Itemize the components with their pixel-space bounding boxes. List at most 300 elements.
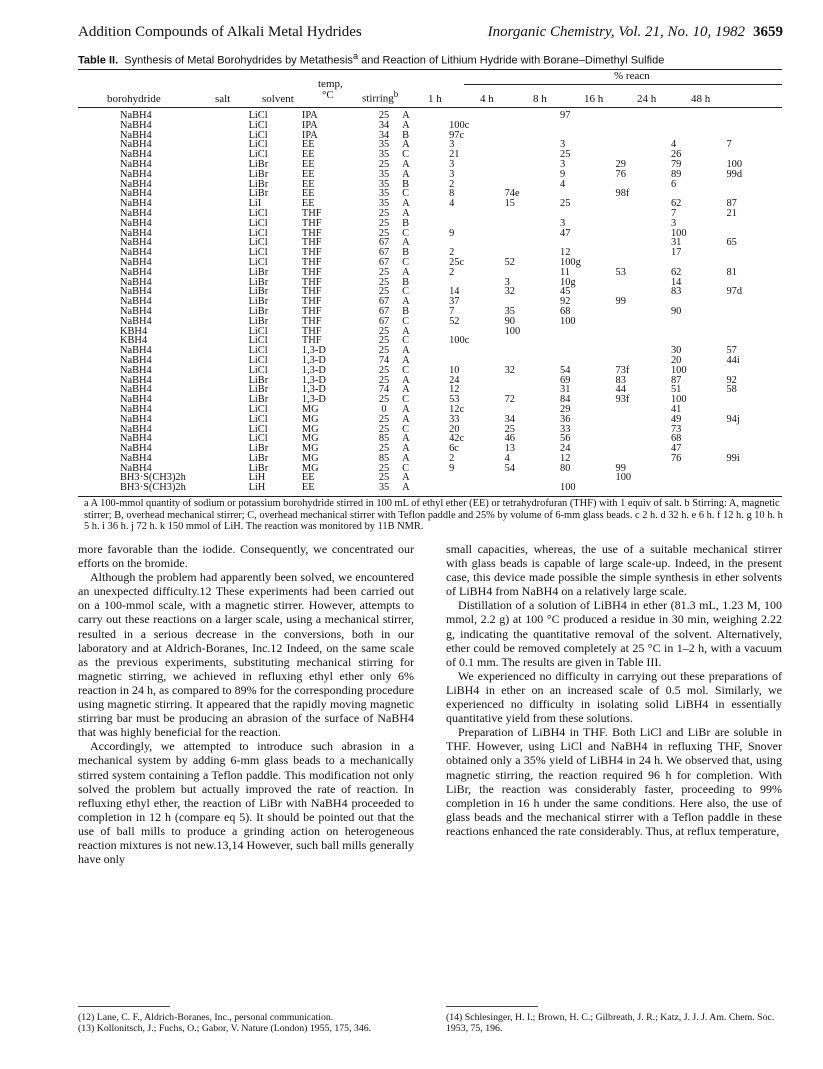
table-cell: THF [301, 296, 322, 308]
table-cell: THF [301, 315, 322, 327]
table-cell [616, 209, 671, 219]
table-cell: C [402, 149, 410, 161]
table-cell: 100c [449, 119, 470, 131]
table-cell: LiCl [248, 433, 268, 445]
table-cell: 25 [504, 423, 515, 435]
table-cell [616, 425, 671, 435]
table-cell: 25 [378, 472, 390, 484]
table-cell: A [402, 110, 410, 121]
table-cell: 34 [378, 119, 390, 131]
table-cell: NaBH4 [120, 413, 152, 425]
table-cell: 35 [378, 198, 390, 210]
table-cell: A [402, 482, 410, 494]
table-cell [505, 111, 560, 121]
table-cell: 7 [670, 207, 677, 219]
table-cell: NaBH4 [120, 256, 152, 268]
col-borohydride: borohydride [107, 93, 161, 105]
table-cell: 1,3-D [301, 364, 326, 376]
table-cell: LiCl [248, 129, 268, 141]
table-cell: 17 [670, 247, 682, 259]
table-cell: 67 [378, 305, 390, 317]
table-row [80, 180, 782, 190]
table-cell [726, 483, 782, 493]
table-cell [616, 405, 671, 415]
table-cell: C [402, 256, 410, 268]
table-cell: EE [301, 158, 315, 170]
table-cell: 47 [560, 227, 571, 239]
table-cell: A [402, 472, 410, 484]
group-header-rule [464, 84, 782, 85]
table-cell [616, 444, 671, 454]
table-cell [726, 434, 782, 444]
table-cell: C [402, 462, 410, 474]
table-cell: 85 [378, 452, 390, 464]
table-cell [616, 199, 671, 209]
table-cell: 0 [381, 403, 387, 415]
table-cell: 72 [504, 394, 515, 406]
table-cell: A [402, 266, 410, 278]
table-cell: 87 [670, 374, 682, 386]
table-cell [505, 219, 560, 229]
table-cell: 20 [670, 354, 682, 366]
table-cell: 9 [560, 168, 566, 180]
table-cell: A [402, 139, 410, 151]
table-row [80, 209, 782, 219]
table-cell: 12 [560, 452, 571, 464]
table-cell: LiCl [248, 227, 268, 239]
footnotes-right [446, 1012, 782, 1034]
table-cell: LiCl [248, 149, 268, 161]
table-cell: NaBH4 [120, 266, 152, 278]
table-cell: NaBH4 [120, 364, 152, 376]
table-cell: THF [301, 247, 322, 259]
table-cell: 93f [615, 394, 630, 406]
table-cell: EE [301, 139, 315, 151]
table-cell: THF [301, 335, 322, 347]
journal-citation: Inorganic Chemistry, Vol. 21, No. 10, 1982 [487, 24, 745, 40]
table-cell: LiBr [248, 384, 269, 396]
table-cell [505, 268, 560, 278]
table-cell: 87 [726, 198, 737, 210]
table-cell: 56 [560, 433, 571, 445]
table-cell: 4 [504, 452, 510, 464]
table-cell: 7 [726, 139, 732, 151]
table-cell: LiCl [248, 413, 268, 425]
table-cell [505, 160, 560, 170]
table-cell: 99 [615, 462, 626, 474]
table-cell: 33 [560, 423, 571, 435]
table-cell [726, 317, 782, 327]
table-cell: 90 [504, 315, 515, 327]
table-cell: NaBH4 [120, 443, 152, 455]
table-cell: 12 [560, 247, 571, 259]
table-cell: 74 [378, 354, 390, 366]
table-cell: 85 [378, 433, 390, 445]
table-cell: THF [301, 305, 322, 317]
table-cell [616, 111, 671, 121]
table-cell: 65 [726, 237, 737, 249]
table-top-rule [78, 69, 782, 70]
table-cell: NaBH4 [120, 315, 152, 327]
table-cell: 1,3-D [301, 374, 326, 386]
table-cell: LiCl [248, 139, 268, 151]
table-cell: MG [301, 403, 319, 415]
table-cell: A [402, 443, 410, 455]
table-row [80, 287, 782, 297]
table-cell [616, 219, 671, 229]
table-cell: 4 [670, 139, 677, 151]
table-cell: LiBr [248, 452, 269, 464]
table-cell [616, 317, 671, 327]
table-cell: NaBH4 [120, 276, 152, 288]
table-cell: B [402, 276, 410, 288]
table-cell: 67 [378, 256, 390, 268]
table-cell [449, 209, 504, 219]
table-cell: A [402, 207, 410, 219]
table-cell: C [402, 423, 410, 435]
table-cell: MG [301, 443, 319, 455]
table-cell: 25c [449, 256, 465, 268]
table-cell: NaBH4 [120, 237, 152, 249]
table-cell [726, 111, 782, 121]
table-cell: 73f [615, 364, 630, 376]
table-cell [505, 473, 560, 483]
table-cell: 52 [449, 315, 460, 327]
table-cell: 1,3-D [301, 345, 326, 357]
table-footnote: a A 100-mmol quantity of sodium or potassium borohydride stirred in 100 mL of ethyl ether (EE) or tetrahydrofuran (THF) with 1 equiv of salt. b Stirring: A, magnetic stirrer; B, overhead mechanical stirrer; C, overhead mechanical stirrer with Teflon paddle and 25% by volume of 6-mm glass beads. c 2 h. d 32 h. e 6 h. f 12 h. g 10 h. h 5 h. i 36 h. j 72 h. k 150 mmol of LiH. The reaction was monitored by 11B NMR. [84, 498, 783, 532]
table-cell: A [402, 158, 410, 170]
table-cell: 35 [378, 482, 390, 494]
table-cell: 25 [378, 325, 390, 337]
table-cell: 25 [378, 443, 390, 455]
table-cell: BH3·S(CH3)2h [120, 472, 186, 484]
table-cell: 35 [504, 305, 515, 317]
table-cell: 67 [378, 237, 390, 249]
table-cell: NaBH4 [120, 423, 152, 435]
table-cell [726, 425, 782, 435]
table-cell: 81 [726, 266, 737, 278]
table-cell [671, 473, 726, 483]
table-cell: 42c [449, 433, 465, 445]
table-cell [560, 131, 615, 141]
table-cell: LiCl [248, 247, 268, 259]
table-cell: 2 [449, 178, 455, 190]
table-cell: 74 [378, 384, 390, 396]
table-cell [616, 346, 671, 356]
table-cell: 92 [560, 296, 571, 308]
table-cell: 29 [615, 158, 626, 170]
table-cell: 25 [378, 276, 390, 288]
table-cell: BH3·S(CH3)2h [120, 482, 186, 494]
table-cell: 25 [560, 198, 571, 210]
table-cell: KBH4 [120, 325, 148, 337]
table-cell: LiBr [248, 158, 269, 170]
table-cell: B [402, 129, 410, 141]
table-cell: 3 [449, 158, 455, 170]
table-cell: 57 [726, 345, 737, 357]
table-cell: IPA [301, 110, 318, 121]
table-cell [505, 131, 560, 141]
table-row [80, 317, 782, 327]
table-cell: 1,3-D [301, 384, 326, 396]
table-cell: C [402, 227, 410, 239]
footnote-14: (14) Schlesinger, H. I.; Brown, H. C.; Gilbreath, J. R.; Katz, J. J. J. Am. Chem. Soc. 1953, 75, 196. [446, 1012, 775, 1034]
table-cell: A [402, 345, 410, 357]
table-cell: 6 [670, 178, 677, 190]
caption-sup: a [352, 51, 359, 61]
table-cell: 100 [670, 364, 687, 376]
table-cell: 54 [504, 462, 515, 474]
table-cell [616, 121, 671, 131]
table-cell: C [402, 364, 410, 376]
table-cell [505, 346, 560, 356]
table-cell: 7 [449, 305, 455, 317]
table-cell: B [402, 217, 410, 229]
table-cell: A [402, 119, 410, 131]
table-cell: 97 [560, 110, 571, 121]
table-cell: 3 [449, 139, 455, 151]
table-cell: NaBH4 [120, 168, 152, 180]
table-cell: 9 [449, 227, 455, 239]
table-cell: B [402, 305, 410, 317]
table-cell: 34 [504, 413, 515, 425]
table-cell: 13 [504, 443, 515, 455]
table-cell: B [402, 178, 410, 190]
table-cell: 100 [670, 394, 687, 406]
table-cell: NaBH4 [120, 374, 152, 386]
table-cell: 3 [560, 158, 566, 170]
table-cell [726, 131, 782, 141]
table-cell: A [402, 403, 410, 415]
paragraph: Preparation of LiBH4 in THF. Both LiCl and LiBr are soluble in THF. However, using LiCl and NaBH4 in refluxing THF, Snover obtained only a 35% yield of LiBH4 in 24 h. We observed that, using magnetic stirring, the reaction required 96 h for completion. With LiBr, the reaction was considerably faster, proceeding to 99% completion in 16 h under the same conditions. Here also, the use of glass beads and the mechanical stirrer with a Teflon paddle in these reactions enhanced the rate considerably. Thus, at reflux temperature, [446, 725, 782, 838]
table-cell: 36 [560, 413, 571, 425]
header-bottom-rule [78, 107, 782, 108]
table-cell: 25 [378, 413, 390, 425]
col-8h: 8 h [533, 93, 547, 105]
col-stirring-sup: b [393, 89, 399, 99]
table-cell: THF [301, 217, 322, 229]
table-cell: LiCl [248, 237, 268, 249]
table-cell: 35 [378, 188, 390, 200]
table-cell: LiBr [248, 462, 269, 474]
table-cell: LiH [248, 472, 266, 484]
table-cell: EE [301, 198, 315, 210]
table-cell [560, 121, 615, 131]
table-row [80, 307, 782, 317]
table-cell: NaBH4 [120, 286, 152, 298]
table-cell: 100c [449, 335, 470, 347]
table-cell: MG [301, 413, 319, 425]
footnote-13: (13) Kollonitsch, J.; Fuchs, O.; Gabor, V. Nature (London) 1955, 175, 346. [78, 1023, 372, 1034]
table-cell: 25 [378, 394, 390, 406]
table-cell: A [402, 374, 410, 386]
table-cell [726, 327, 782, 337]
table-cell: A [402, 384, 410, 396]
table-cell: 9 [449, 462, 455, 474]
table-cell: 25 [378, 462, 390, 474]
table-cell: EE [301, 482, 315, 494]
table-cell: 2 [449, 247, 455, 259]
table-cell: 67 [378, 296, 390, 308]
table-cell: A [402, 413, 410, 425]
table-cell: 52 [504, 256, 515, 268]
table-cell: 3 [560, 139, 566, 151]
col-24h: 24 h [637, 93, 657, 105]
table-cell: KBH4 [120, 335, 148, 347]
table-cell [505, 150, 560, 160]
table-cell: LiCl [248, 325, 268, 337]
table-cell [449, 346, 504, 356]
table-cell [505, 483, 560, 493]
table-cell: LiH [248, 482, 266, 494]
table-cell: THF [301, 276, 322, 288]
table-cell: 35 [378, 168, 390, 180]
table-cell [726, 307, 782, 317]
table-cell: 92 [726, 374, 737, 386]
table-cell: 53 [449, 394, 460, 406]
table-cell: EE [301, 149, 315, 161]
table-cell: LiBr [248, 443, 269, 455]
table-cell: NaBH4 [120, 149, 152, 161]
table-cell: 25 [378, 286, 390, 298]
table-cell: 62 [670, 266, 682, 278]
table-cell: 20 [449, 423, 460, 435]
table-row [80, 483, 782, 493]
table-cell: 89 [670, 168, 682, 180]
table-cell: C [402, 315, 410, 327]
table-cell [505, 170, 560, 180]
table-cell [726, 219, 782, 229]
table-cell: 32 [504, 286, 515, 298]
table-caption-rest: and Reaction of Lithium Hydride with Borane–Dimethyl Sulfide [358, 54, 665, 67]
table-cell: 74e [504, 188, 520, 200]
table-cell: A [402, 452, 410, 464]
table-cell [671, 483, 726, 493]
table-cell: A [402, 296, 410, 308]
table-cell [616, 229, 671, 239]
table-cell: 32 [504, 364, 515, 376]
table-cell: 100 [560, 315, 576, 327]
table-cell: MG [301, 433, 319, 445]
table-cell [449, 219, 504, 229]
table-cell: 3 [560, 217, 566, 229]
table-cell [671, 317, 726, 327]
table-row [80, 248, 782, 258]
table-row [80, 111, 782, 121]
table-cell: 100 [726, 158, 743, 170]
table-cell: 3 [670, 217, 677, 229]
table-cell: 46 [504, 433, 515, 445]
table-cell: NaBH4 [120, 305, 152, 317]
table-cell: NaBH4 [120, 452, 152, 464]
table-cell: MG [301, 452, 319, 464]
table-cell [671, 121, 726, 131]
table-cell [671, 111, 726, 121]
table-cell: MG [301, 423, 319, 435]
table-cell: 25 [378, 207, 390, 219]
table-cell: 62 [670, 198, 682, 210]
table-cell: NaBH4 [120, 207, 152, 219]
table-cell: THF [301, 237, 322, 249]
table-cell: 10 [449, 364, 460, 376]
col-solvent: solvent [262, 93, 294, 105]
table-cell: THF [301, 256, 322, 268]
table-cell: B [402, 247, 410, 259]
table-cell: NaBH4 [120, 178, 152, 190]
table-cell: 44 [615, 384, 626, 396]
table-cell [726, 473, 782, 483]
table-cell: 98f [615, 188, 630, 200]
table-cell [505, 376, 560, 386]
table-cell: 29 [560, 403, 571, 415]
table-cell: 33 [449, 413, 460, 425]
footnote-rule-left [78, 1006, 170, 1007]
table-cell: 14 [449, 286, 460, 298]
table-cell [726, 395, 782, 405]
table-cell: 54 [560, 364, 571, 376]
table-cell: 25 [560, 149, 571, 161]
table-cell [616, 140, 671, 150]
col-temp-bottom: °C [322, 89, 334, 101]
table-cell: 26 [670, 149, 682, 161]
table-caption-text: Synthesis of Metal Borohydrides by Metathesis [124, 54, 353, 67]
table-cell: 83 [615, 374, 626, 386]
table-cell [560, 346, 615, 356]
data-table [80, 111, 782, 493]
table-body [80, 111, 782, 493]
table-cell: 25 [378, 364, 390, 376]
footnote-12: (12) Lane, C. F., Aldrich-Boranes, Inc., personal communication. [78, 1012, 334, 1023]
table-caption [78, 51, 664, 67]
table-cell: LiCl [248, 423, 268, 435]
table-row [80, 327, 782, 337]
table-cell: 90 [670, 305, 682, 317]
table-cell: NaBH4 [120, 394, 152, 406]
table-row [80, 170, 782, 180]
table-cell: 25 [378, 110, 390, 121]
table-cell: 67 [378, 247, 390, 259]
table-row [80, 199, 782, 209]
body-right-column [446, 542, 782, 838]
table-cell: 25 [378, 423, 390, 435]
col-stirring-label: stirring [362, 92, 394, 105]
table-cell: EE [301, 472, 315, 484]
table-cell: 44i [726, 354, 740, 366]
col-4h: 4 h [480, 93, 494, 105]
table-cell: 12c [449, 403, 465, 415]
table-cell: 68 [560, 305, 571, 317]
table-cell: NaBH4 [120, 119, 152, 131]
col-temp-top: temp, [318, 78, 343, 90]
table-cell: 58 [726, 384, 737, 396]
table-cell [616, 434, 671, 444]
table-cell: LiI [248, 198, 262, 210]
paragraph: more favorable than the iodide. Consequently, we concentrated our efforts on the bromide. [78, 542, 414, 571]
table-cell: NaBH4 [120, 296, 152, 308]
table-cell [616, 483, 671, 493]
table-cell [616, 248, 671, 258]
table-cell: 25 [378, 266, 390, 278]
table-cell: NaBH4 [120, 188, 152, 200]
table-cell: 51 [670, 384, 682, 396]
table-cell: A [402, 168, 410, 180]
group-header: % reacn [614, 70, 650, 82]
table-cell: 14 [670, 276, 682, 288]
footnote-rule-right [446, 1006, 538, 1007]
table-cell: 37 [449, 296, 460, 308]
paragraph: Distillation of a solution of LiBH4 in ether (81.3 mL, 1.23 M, 100 mmol, 2.2 g) at 100 °C produced a residue in 30 min, weighing 2.22 g, indicating the quantitative removal of the solvent. Alternatively, ether could be removed completely at 25 °C in 1–2 h, with a vacuum of 0.1 mm. The results are given in Table III. [446, 598, 782, 669]
table-cell: EE [301, 188, 315, 200]
